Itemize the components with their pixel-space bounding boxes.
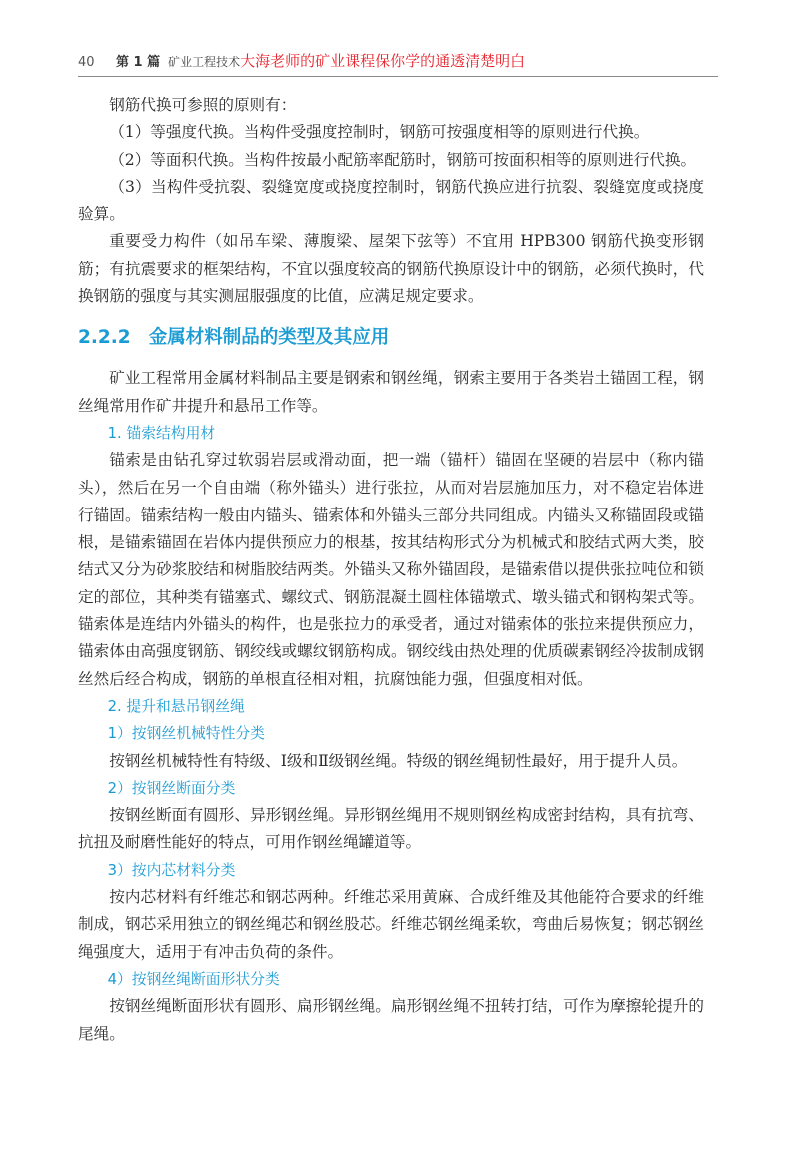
section-title: 金属材料制品的类型及其应用 [148,327,390,349]
book-title: 矿业工程技术 [168,55,241,69]
paragraph-wire-section: 按钢丝断面有圆形、异形钢丝绳。异形钢丝绳用不规则钢丝构成密封结构，具有抗弯、抗扭及耐磨性能好的特点，可用作钢丝绳罐道等。 [78,806,704,852]
paragraph-anchor-materials: 锚索是由钻孔穿过软弱岩层或滑动面，把一端（锚杆）锚固在坚硬的岩层中（称内锚头），然后在另一个自由端（称外锚头）进行张拉，从而对岩层施加压力，对不稳定岩体进行锚固。锚索结构一般由内锚头、锚索体和外锚头三部分共同组成。内锚头又称锚固段或锚根，是锚索锚固在岩体内提供预应力的根基，按其结构形式分为机械式和胶结式两大类，胶结式又分为砂浆胶结和树脂胶结两类。外锚头又称外锚固段，是锚索借以提供张拉吨位和锁定的部位，其种类有锚塞式、螺纹式、钢筋混凝土圆柱体锚墩式、墩头锚式和钢构架式等。锚索体是连结内外锚头的构件，也是张拉力的承受者，通过对锚索体的张拉来提供预应力，锚索体由高强度钢筋、钢绞线或螺纹钢筋构成。钢绞线由热处理的优质碳素钢经冷拔制成钢丝然后经合构成，钢筋的单根直径相对粗，抗腐蚀能力强，但强度相对低。 [78,451,704,688]
watermark-banner: 大海老师的矿业课程保你学的通透清楚明白 [240,52,526,70]
paragraph-rope-shape: 按钢丝绳断面形状有圆形、扁形钢丝绳。扁形钢丝绳不扭转打结，可作为摩擦轮提升的尾绳。 [78,997,704,1043]
paragraph-principles-intro: 钢筋代换可参照的原则有： [109,96,297,114]
page-content [78,92,704,1048]
paragraph-mechanical-class: 按钢丝机械特性有特级、Ⅰ级和Ⅱ级钢丝绳。特级的钢丝绳韧性最好，用于提升人员。 [109,751,688,770]
paragraph-important-members: 重要受力构件（如吊车梁、薄腹梁、屋架下弦等）不宜用 HPB300 钢筋代换变形钢筋；有抗震要求的框架结构，不宜以强度较高的钢筋代换原设计中的钢筋，必须代换时，代换钢筋的强度与其实测屈服强度的比值，应满足规定要求。 [78,232,704,306]
paragraph-core-material: 按内芯材料有纤维芯和钢芯两种。纤维芯采用黄麻、合成纤维及其他能符合要求的纤维制成，钢芯采用独立的钢丝绳芯和钢丝股芯。纤维芯钢丝绳柔软，弯曲后易恢复；钢芯钢丝绳强度大，适用于有冲击负荷的条件。 [78,888,704,961]
part-label: 第 1 篇 [116,55,161,70]
section-heading [78,323,704,353]
paragraph-principle-1: （1）等强度代换。当构件受强度控制时，钢筋可按强度相等的原则进行代换。 [109,123,650,142]
paragraph-principle-3: （3）当构件受抗裂、裂缝宽度或挠度控制时，钢筋代换应进行抗裂、裂缝宽度或挠度验算。 [78,177,704,224]
subheading-mechanical-class: 1）按钢丝机械特性分类 [107,725,265,743]
page-number: 40 [78,55,95,70]
subheading-anchor-materials: 1. 锚索结构用材 [107,424,216,442]
running-header [78,50,718,77]
paragraph-principle-2: （2）等面积代换。当构件按最小配筋率配筋时，钢筋可按面积相等的原则进行代换。 [109,150,697,169]
subheading-rope-shape: 4）按钢丝绳断面形状分类 [107,970,280,988]
subheading-wire-rope: 2. 提升和悬吊钢丝绳 [107,697,245,715]
subheading-core-material: 3）按内芯材料分类 [107,861,236,879]
subheading-wire-section: 2）按钢丝断面分类 [107,779,236,797]
section-number: 2.2.2 [78,327,131,349]
paragraph-section-intro: 矿业工程常用金属材料制品主要是钢索和钢丝绳，钢索主要用于各类岩土锚固工程，钢丝绳常用作矿井提升和悬吊工作等。 [78,369,704,415]
